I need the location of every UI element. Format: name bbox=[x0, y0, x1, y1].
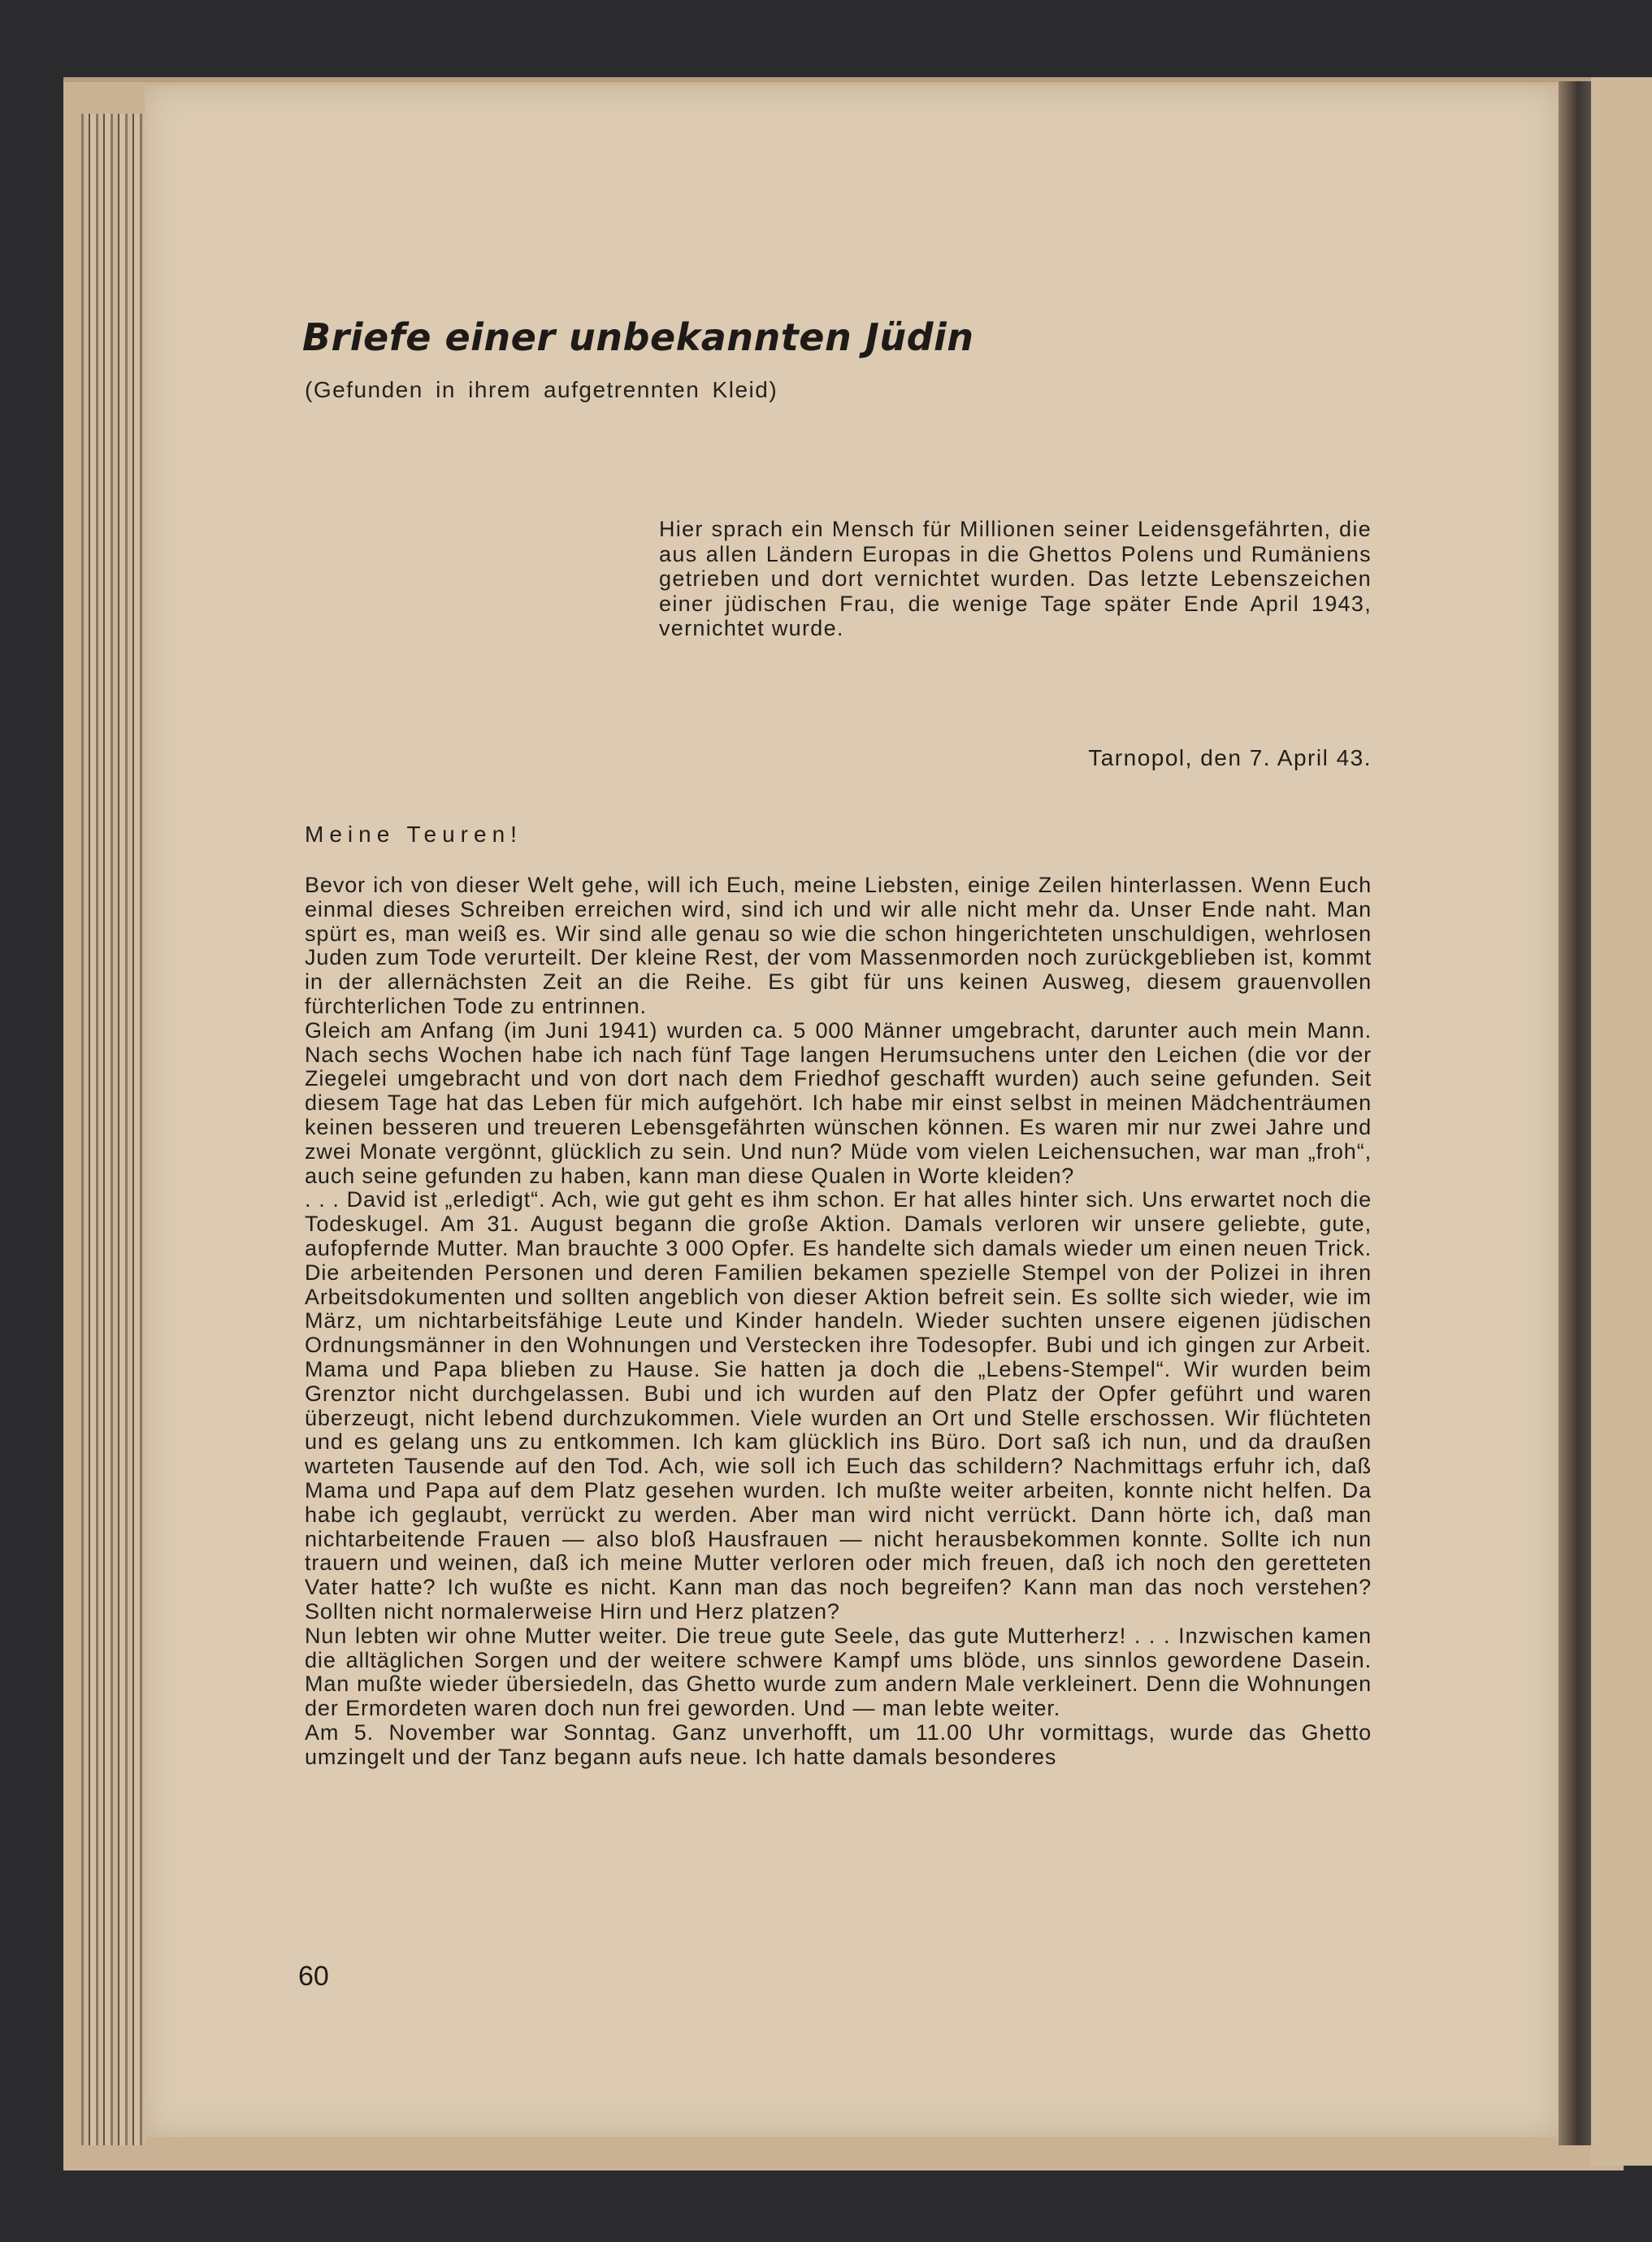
letter-dateline: Tarnopol, den 7. April 43. bbox=[1088, 745, 1372, 770]
book-spine bbox=[81, 114, 146, 2145]
facing-page-edge bbox=[1591, 77, 1652, 2166]
letter-body bbox=[305, 874, 1372, 1769]
article-title: Briefe einer unbekannten Jüdin bbox=[302, 315, 974, 359]
letter-paragraph: Nun lebten wir ohne Mutter weiter. Die treue gute Seele, das gute Mutterherz! . . . Inzwischen kamen die alltäglichen Sorgen und der weitere schwere Kampf ums blöde, uns sinnlos gewordene Dasein. Man mußte wieder übersiedeln, das Ghetto wurde zum andern Male verkleinert. Denn die Wohnungen der Ermordeten waren doch nun frei geworden. Und — man lebte weiter. bbox=[305, 1623, 1372, 1721]
intro-paragraph: Hier sprach ein Mensch für Millionen seiner Leidensgefährten, die aus allen Ländern Europas in die Ghettos Polens und Rumäniens getrieben und dort vernichtet wurden. Das letzte Lebenszeichen einer jüdischen Frau, die wenige Tage später Ende April 1943, vernichtet wurde. bbox=[659, 517, 1372, 640]
book-gutter bbox=[1559, 81, 1591, 2145]
letter-salutation: Meine Teuren! bbox=[305, 822, 522, 847]
page-number: 60 bbox=[298, 1961, 329, 1992]
article-subtitle: (Gefunden in ihrem aufgetrennten Kleid) bbox=[305, 377, 778, 402]
letter-paragraph: Am 5. November war Sonntag. Ganz unverhofft, um 11.00 Uhr vormittags, wurde das Ghetto umzingelt und der Tanz begann aufs neue. Ich hatte damals besonderes bbox=[305, 1719, 1372, 1769]
letter-paragraph: Bevor ich von dieser Welt gehe, will ich Euch, meine Liebsten, einige Zeilen hinterlassen. Wenn Euch einmal dieses Schreiben erreichen wird, sind ich und wir alle nicht mehr da. Unser Ende naht. Man spürt es, man weiß es. Wir sind alle genau so wie die schon hingerichteten unschuldigen, wehrlosen Juden zum Tode verurteilt. Der kleine Rest, der vom Massenmorden noch zurückgeblieben ist, kommt in der allernächsten Zeit an die Reihe. Es gibt für uns keinen Ausweg, diesem grauenvollen fürchterlichen Tode zu entrinnen. bbox=[305, 873, 1372, 1018]
letter-paragraph: Gleich am Anfang (im Juni 1941) wurden ca. 5 000 Männer umgebracht, darunter auch mein Mann. Nach sechs Wochen habe ich nach fünf Tage langen Herumsuchens unter den Leichen (die vor der Ziegelei umgebracht und von dort nach dem Friedhof geschafft wurden) auch seine gefunden. Seit diesem Tage hat das Leben für mich aufgehört. Ich habe mir einst selbst in meinen Mädchenträumen keinen besseren und treueren Lebensgefährten wünschen können. Es waren mir nur zwei Jahre und zwei Monate vergönnt, glücklich zu sein. Und nun? Müde vom vielen Leichensuchen, war man „froh“, auch seine gefunden zu haben, kann man diese Qualen in Worte kleiden? bbox=[305, 1017, 1372, 1188]
letter-paragraph: . . . David ist „erledigt“. Ach, wie gut geht es ihm schon. Er hat alles hinter sich. Uns erwartet noch die Todeskugel. Am 31. August begann die große Aktion. Damals verloren wir unsere geliebte, gute, aufopfernde Mutter. Man brauchte 3 000 Opfer. Es handelte sich damals wieder um einen neuen Trick. Die arbeitenden Personen und deren Familien bekamen spezielle Stempel von der Polizei in ihren Arbeitsdokumenten und sollten angeblich von dieser Aktion befreit sein. Es sollte sich wieder, wie im März, um nichtarbeitsfähige Leute und Kinder handeln. Wieder suchten unsere eigenen jüdischen Ordnungsmänner in den Wohnungen und Verstecken ihre Todesopfer. Bubi und ich gingen zur Arbeit. Mama und Papa blieben zu Hause. Sie hatten ja doch die „Lebens-Stempel“. Wir wurden beim Grenztor nicht durchgelassen. Bubi und ich wurden auf den Platz der Opfer geführt und waren überzeugt, nicht lebend durchzukommen. Viele wurden an Ort und Stelle erschossen. Wir flüchteten und es gelang uns zu entkommen. Ich kam glücklich ins Büro. Dort saß ich nun, und da draußen warteten Tausende auf den Tod. Ach, wie soll ich Euch das schildern? Nachmittags erfuhr ich, daß Mama und Papa auf dem Platz gesehen wurden. Ich mußte weiter arbeiten, konnte nicht helfen. Da habe ich geglaubt, verrückt zu werden. Aber man wird nicht verrückt. Dann hörte ich, daß man nichtarbeitende Frauen — also bloß Hausfrauen — nicht herausbekommen konnte. Sollte ich nun trauern und weinen, daß ich meine Mutter verloren oder mich freuen, daß ich noch den geretteten Vater hatte? Ich wußte es nicht. Kann man das noch begreifen? Kann man das noch verstehen? Sollten nicht normalerweise Hirn und Herz platzen? bbox=[305, 1187, 1372, 1624]
